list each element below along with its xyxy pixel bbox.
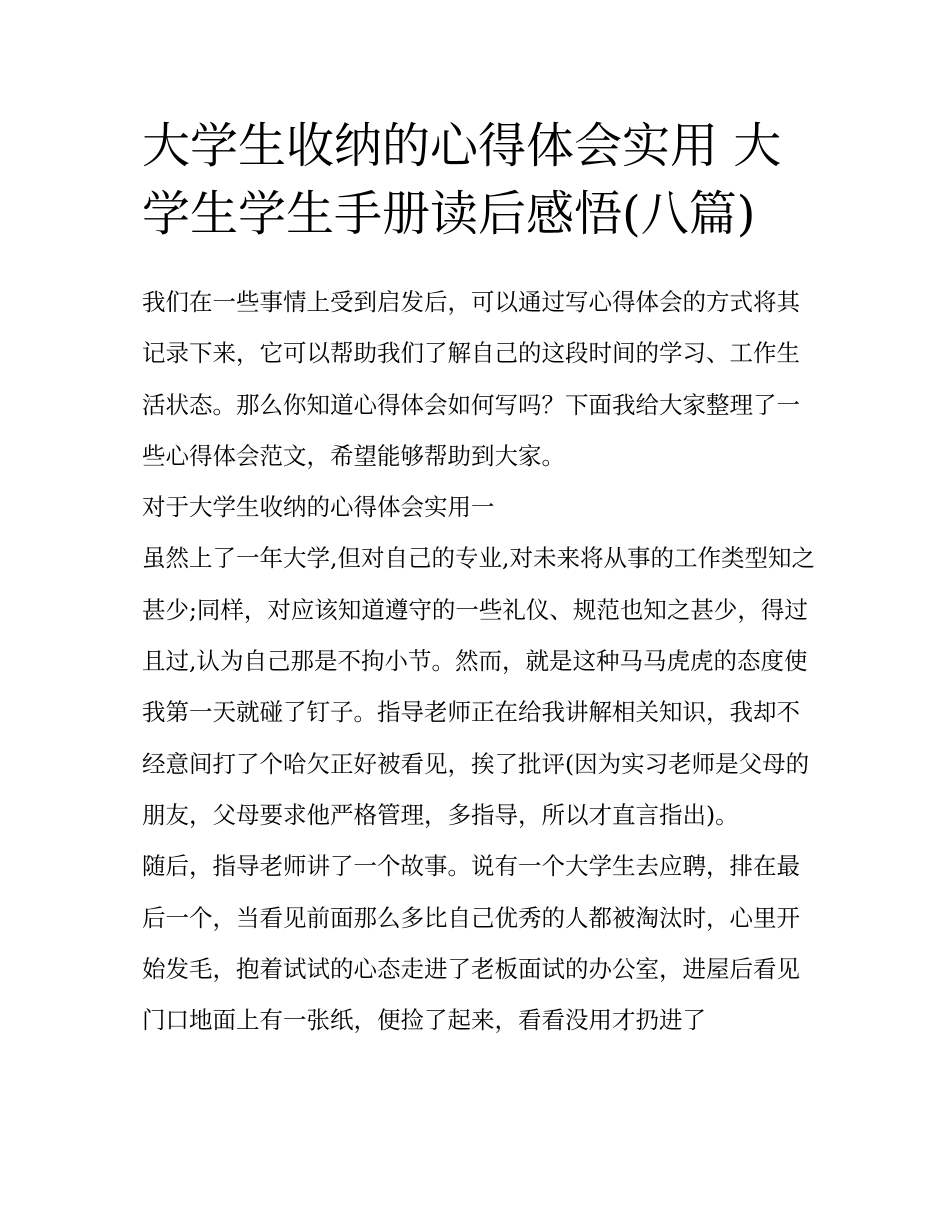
- document-title: 大学生收纳的心得体会实用 大学生学生手册读后感悟(八篇): [142, 118, 782, 242]
- section-heading: 对于大学生收纳的心得体会实用一: [142, 493, 495, 522]
- paragraph: 虽然上了一年大学,但对自己的专业,对未来将从事的工作类型知之甚少;同样，对应该知道遵守的一些礼仪、规范也知之甚少，得过且过,认为自己那是不拘小节。然而，就是这种马马虎虎的态度使我第一天就碰了钉子。指导老师正在给我讲解相关知识，我却不经意间打了个哈欠正好被看见，挨了批评(因为实习老师是父母的朋友，父母要求他严格管理，多指导，所以才直言指出)。: [142, 544, 815, 829]
- paragraph: 随后，指导老师讲了一个故事。说有一个大学生去应聘，排在最后一个，当看见前面那么多比自己优秀的人都被淘汰时，心里开始发毛，抱着试试的心态走进了老板面试的办公室，进屋后看见门口地面上有一张纸，便捡了起来，看看没用才扔进了: [142, 852, 800, 1035]
- document-body: [142, 277, 818, 1046]
- paragraph-intro: 我们在一些事情上受到启发后，可以通过写心得体会的方式将其记录下来，它可以帮助我们了解自己的这段时间的学习、工作生活状态。那么你知道心得体会如何写吗？下面我给大家整理了一些心得体会范文，希望能够帮助到大家。: [142, 288, 800, 470]
